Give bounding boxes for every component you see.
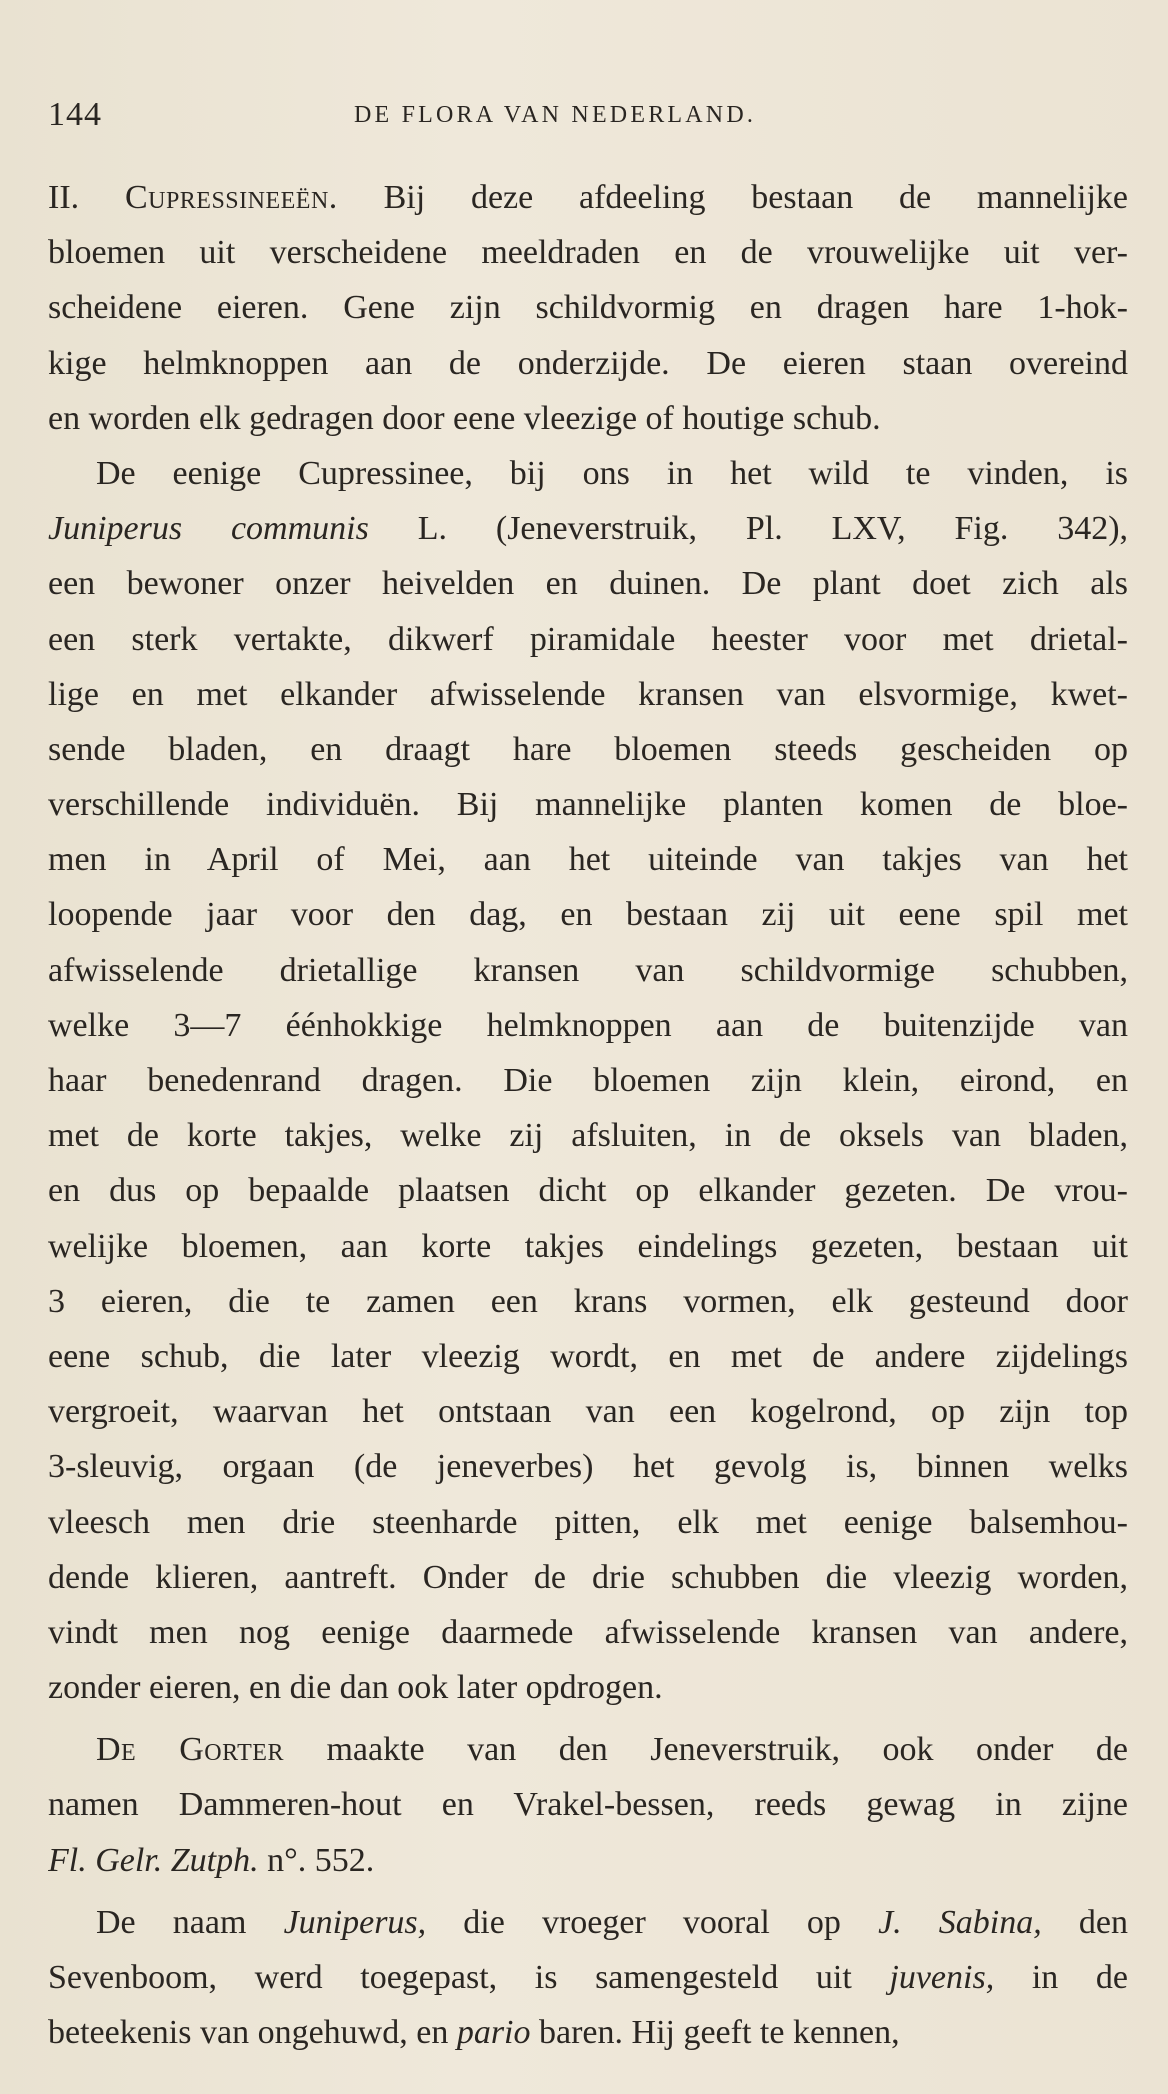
text-line: [48, 887, 1128, 942]
text-line: [48, 1163, 1128, 1218]
text-segment: II.: [48, 179, 125, 216]
text-line: [48, 832, 1128, 887]
text-segment: men in April of Mei, aan het uiteinde van takjes van het: [48, 841, 1128, 879]
page-header: [48, 96, 1128, 136]
text-segment: vergroeit, waarvan het ontstaan van een kogelrond, op zijn top: [48, 1393, 1128, 1431]
text-line: [48, 1274, 1128, 1329]
text-line: [48, 998, 1128, 1053]
text-segment: en dus op bepaalde plaatsen dicht op elkander gezeten. De vrou-: [48, 1172, 1128, 1210]
text-segment: eene schub, die later vleezig wordt, en met de andere zijdelings: [48, 1337, 1128, 1375]
text-segment: in de: [994, 1959, 1128, 1996]
text-segment: den: [1041, 1903, 1128, 1941]
text-segment: De naam: [96, 1903, 284, 1941]
text-line: [48, 556, 1128, 611]
text-line: [48, 1895, 1128, 1950]
text-segment: verschillende individuën. Bij mannelijke planten komen de bloe-: [48, 786, 1128, 824]
text-line: [48, 446, 1128, 501]
text-line: [48, 2005, 1128, 2060]
text-line: [48, 501, 1128, 556]
text-line: [48, 280, 1128, 335]
italic-text: Juniperus,: [283, 1903, 427, 1941]
text-line: [48, 225, 1128, 280]
text-segment: scheidene eieren. Gene zijn schildvormig en dragen hare 1-hok-: [48, 289, 1128, 327]
text-line: [48, 1722, 1128, 1777]
italic-text: J. Sabina,: [878, 1903, 1042, 1941]
text-line: [48, 1833, 1128, 1888]
text-segment: met de korte takjes, welke zij afsluiten, in de oksels van bladen,: [48, 1117, 1128, 1155]
text-line: [48, 1329, 1128, 1384]
text-segment: sende bladen, en draagt hare bloemen steeds gescheiden op: [48, 730, 1128, 768]
text-line: [48, 391, 1128, 446]
text-segment: De eenige Cupressinee, bij ons in het wild te vinden, is: [96, 454, 1128, 492]
text-segment: haar benedenrand dragen. Die bloemen zijn klein, eirond, en: [48, 1062, 1128, 1099]
text-segment: Bij deze afdeeling bestaan de mannelijke: [337, 179, 1128, 216]
text-segment: loopende jaar voor den dag, en bestaan zij uit eene spil met: [48, 896, 1128, 934]
text-line: [48, 1439, 1128, 1494]
small-caps-text: Cupressineeën.: [124, 179, 338, 216]
text-segment: dende klieren, aantreft. Onder de drie schubben die vleezig worden,: [48, 1558, 1128, 1596]
text-line: [48, 667, 1128, 722]
text-line: [48, 1660, 1128, 1715]
text-segment: afwisselende drietallige kransen van schildvormige schubben,: [48, 951, 1128, 989]
text-segment: welijke bloemen, aan korte takjes eindelings gezeten, bestaan uit: [48, 1227, 1128, 1265]
text-segment: L. (Jeneverstruik, Pl. LXV, Fig. 342),: [368, 510, 1128, 548]
italic-text: Juniperus communis: [48, 510, 369, 548]
text-segment: 3-sleuvig, orgaan (de jeneverbes) het gevolg is, binnen welks: [48, 1448, 1128, 1486]
text-line: [48, 722, 1128, 777]
text-line: [48, 612, 1128, 667]
page-number: 144: [48, 96, 102, 133]
text-segment: die vroeger vooral op: [426, 1903, 879, 1941]
small-caps-text: De Gorter: [96, 1731, 284, 1769]
text-segment: een bewoner onzer heivelden en duinen. De plant doet zich als: [48, 565, 1128, 603]
text-segment: baren. Hij geeft te kennen,: [530, 2014, 900, 2052]
text-line: [48, 943, 1128, 998]
text-segment: en worden elk gedragen door eene vleezige of houtige schub.: [48, 399, 881, 437]
italic-text: pario: [456, 2014, 531, 2052]
text-segment: 3 eieren, die te zamen een krans vormen, elk gesteund door: [48, 1282, 1128, 1320]
text-line: [48, 777, 1128, 832]
text-line: [48, 1950, 1128, 2005]
text-segment: Sevenboom, werd toegepast, is samengesteld uit: [48, 1959, 890, 1996]
text-line: [48, 1495, 1128, 1550]
text-line: [48, 1108, 1128, 1163]
italic-text: juvenis,: [889, 1959, 995, 1996]
text-segment: welke 3—7 éénhokkige helmknoppen aan de buitenzijde van: [48, 1006, 1128, 1044]
text-segment: maakte van den Jeneverstruik, ook onder de: [283, 1731, 1128, 1769]
text-segment: bloemen uit verscheidene meeldraden en de vrouwelijke uit ver-: [48, 234, 1128, 272]
italic-text: Fl. Gelr. Zutph.: [48, 1841, 259, 1879]
text-line: [48, 1384, 1128, 1439]
text-line: [48, 1053, 1128, 1108]
text-segment: n°. 552.: [258, 1841, 375, 1879]
text-segment: namen Dammeren-hout en Vrakel-bessen, reeds gewag in zijne: [48, 1786, 1128, 1824]
body-text: [48, 170, 1128, 2060]
text-segment: beteekenis van ongehuwd, en: [48, 2014, 457, 2052]
text-line: [48, 1550, 1128, 1605]
text-segment: vleesch men drie steenharde pitten, elk met eenige balsemhou-: [48, 1503, 1128, 1541]
text-segment: kige helmknoppen aan de onderzijde. De eieren staan overeind: [48, 344, 1128, 382]
text-line: [48, 336, 1128, 391]
running-title: DE FLORA VAN NEDERLAND.: [354, 102, 757, 128]
text-segment: lige en met elkander afwisselende kransen van elsvormige, kwet-: [48, 675, 1128, 713]
text-line: [48, 170, 1128, 225]
text-line: [48, 1605, 1128, 1660]
text-segment: zonder eieren, en die dan ook later opdrogen.: [48, 1669, 663, 1707]
text-line: [48, 1219, 1128, 1274]
text-line: [48, 1777, 1128, 1832]
text-segment: een sterk vertakte, dikwerf piramidale heester voor met drietal-: [48, 620, 1128, 658]
text-segment: vindt men nog eenige daarmede afwisselende kransen van andere,: [48, 1613, 1128, 1651]
